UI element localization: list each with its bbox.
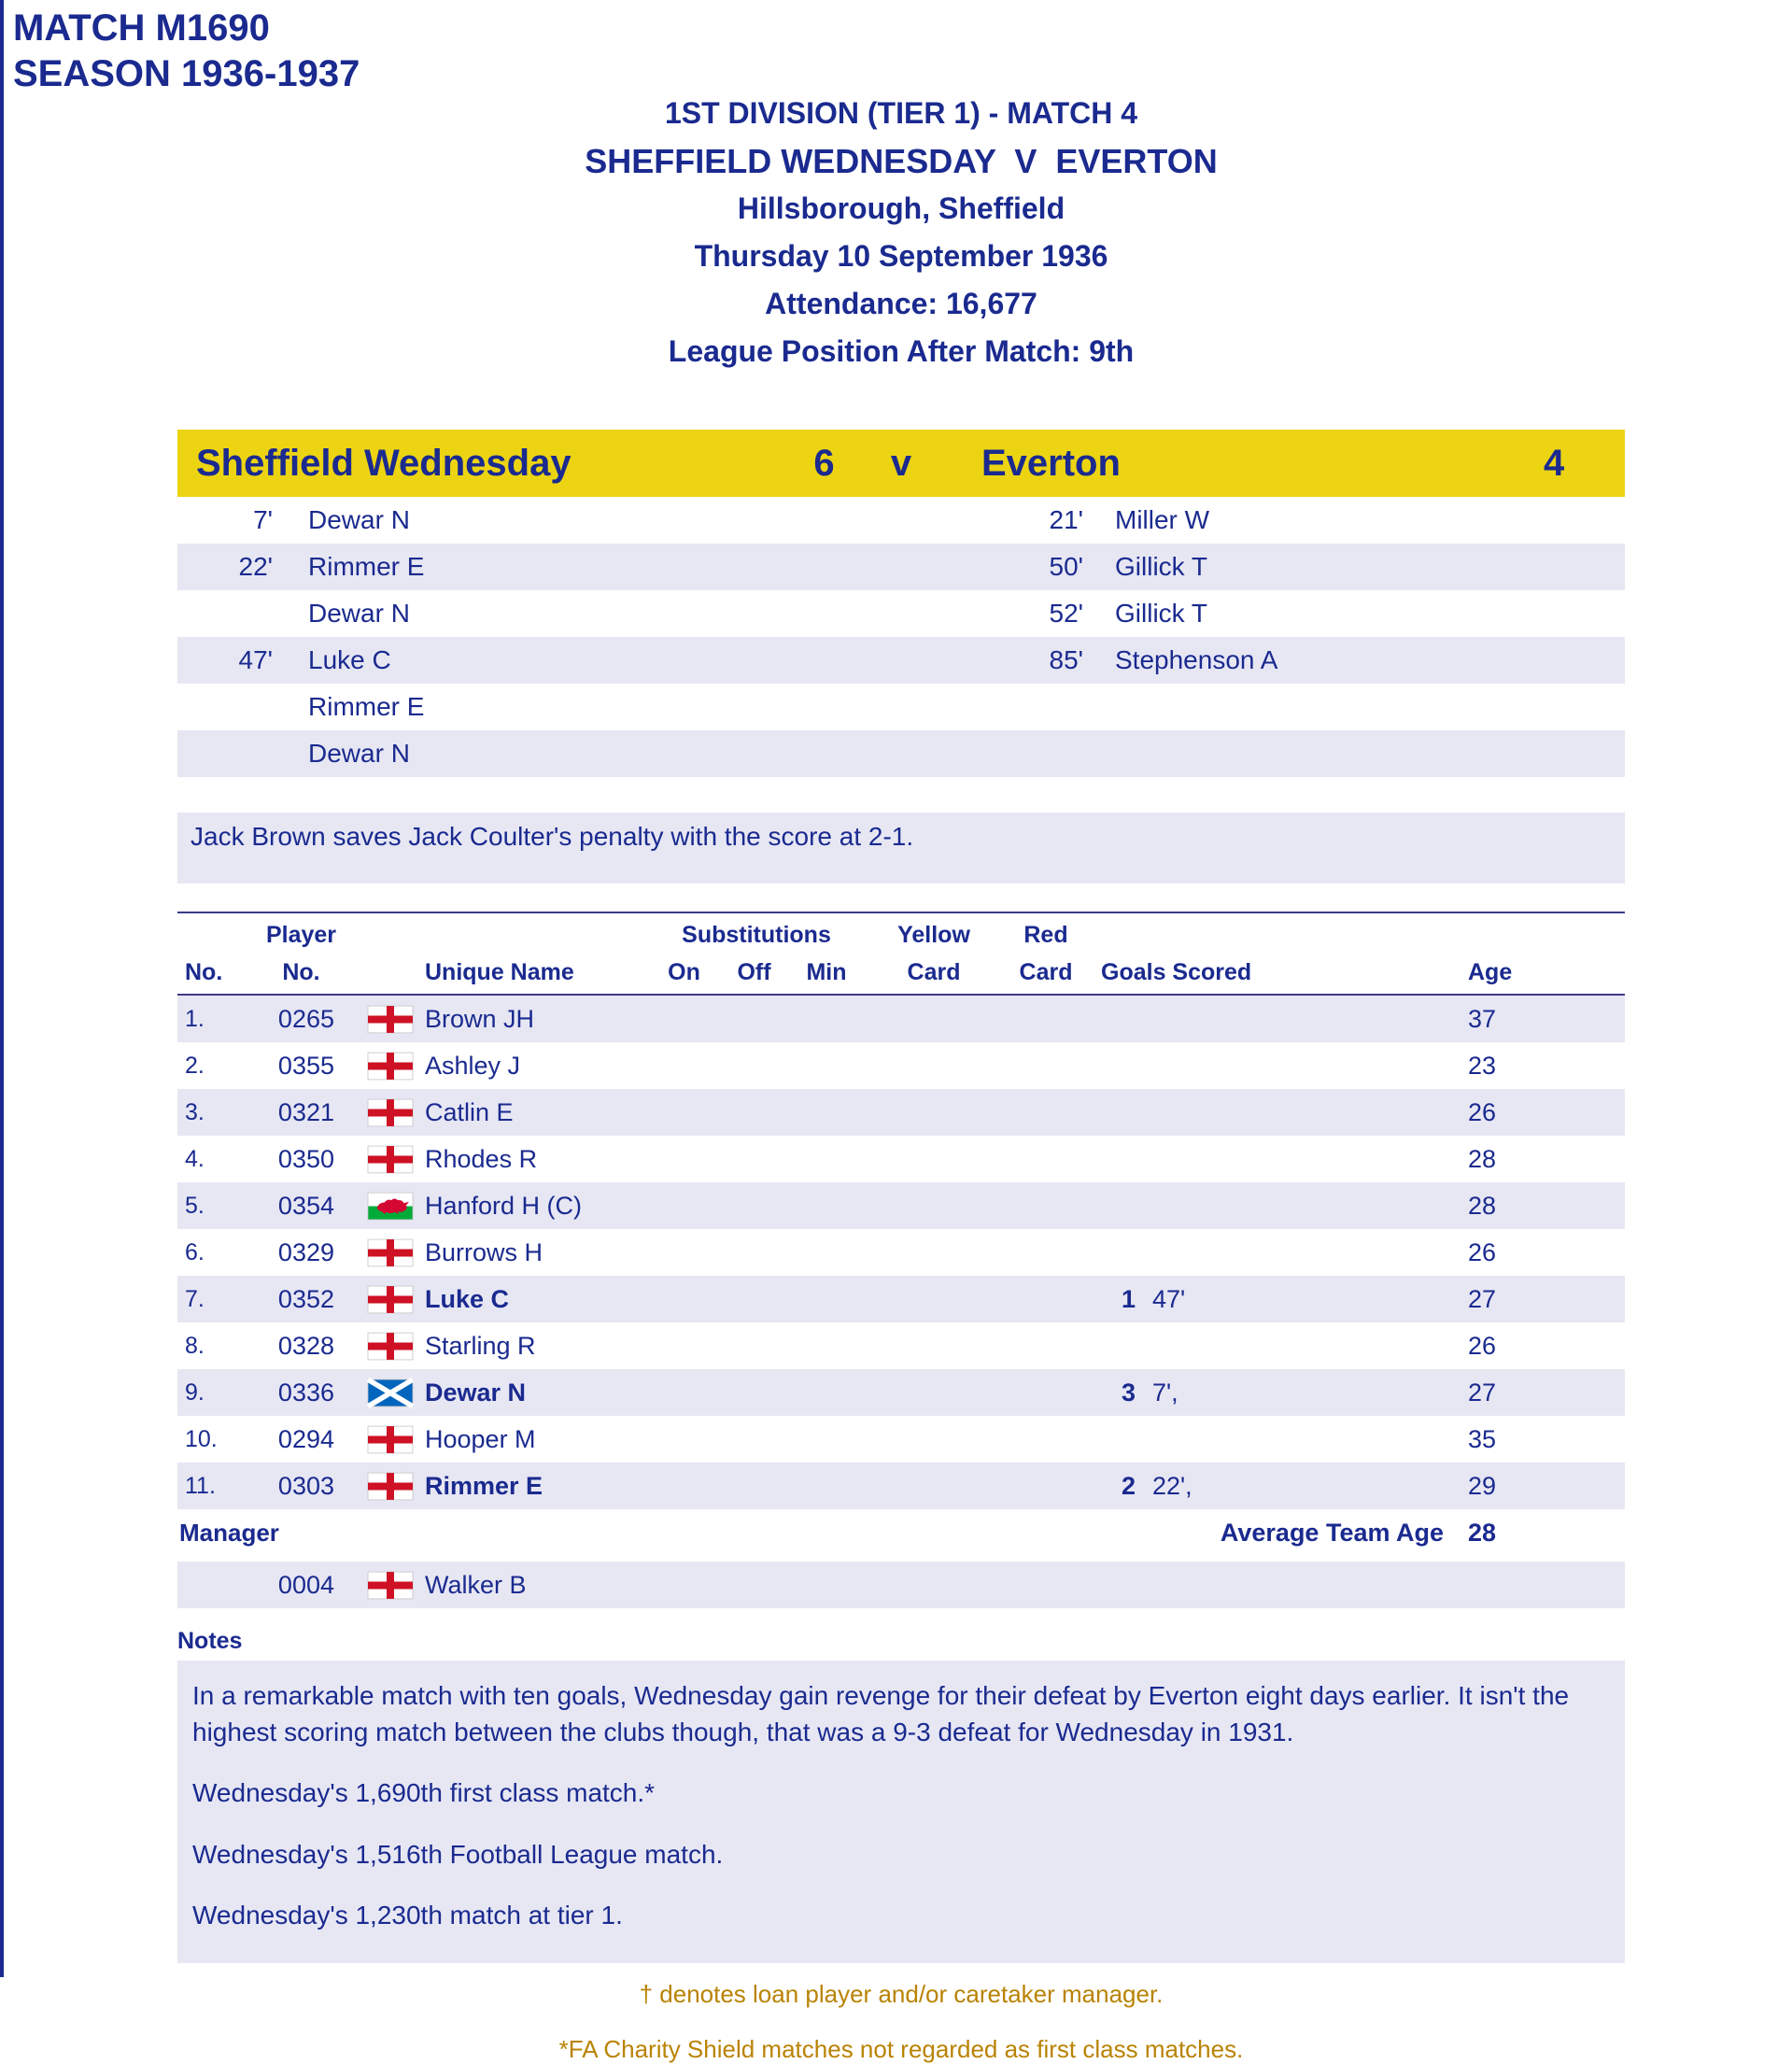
header-red: Red (1023, 922, 1068, 948)
player-position-number: 2. (185, 1052, 205, 1079)
player-name: Starling R (425, 1331, 536, 1360)
england-flag-icon (355, 1053, 425, 1080)
header-sub-off: Off (737, 959, 771, 985)
player-id-number: 0321 (277, 1097, 334, 1126)
header-yellow-card: Card (907, 959, 961, 985)
home-goal-scorer: Dewar N (308, 505, 410, 534)
away-goal-minute: 85' (1049, 645, 1083, 674)
home-team-name: Sheffield Wednesday (196, 442, 571, 484)
league-position-line: League Position After Match: 9th (668, 334, 1135, 368)
home-goal-minute: 7' (253, 505, 273, 534)
fixture-line: SHEFFIELD WEDNESDAY V EVERTON (585, 142, 1218, 180)
header-no: No. (185, 959, 223, 985)
player-position-number: 6. (185, 1238, 205, 1265)
player-age: 23 (1468, 1051, 1497, 1080)
goal-row (177, 637, 1625, 684)
notes-line-3: Wednesday's 1,230th match at tier 1. (192, 1900, 623, 1930)
england-flag-icon (355, 1286, 425, 1313)
player-id-number: 0265 (277, 1004, 334, 1033)
content-column (177, 0, 1625, 2064)
player-id-number: 0303 (277, 1471, 334, 1500)
player-id-number: 0352 (277, 1284, 334, 1313)
manager-name: Walker B (425, 1570, 527, 1599)
player-position-number: 3. (185, 1098, 205, 1125)
player-age: 37 (1468, 1004, 1497, 1033)
player-age: 27 (1468, 1378, 1497, 1407)
england-flag-icon (355, 1239, 425, 1266)
match-header (177, 0, 1625, 375)
footnotes (177, 1980, 1625, 2064)
player-position-number: 8. (185, 1332, 205, 1359)
away-goal-minute: 21' (1049, 505, 1083, 534)
england-flag-icon (355, 1473, 425, 1500)
goal-row (177, 590, 1625, 637)
player-age: 29 (1468, 1471, 1497, 1500)
player-id-number: 0355 (277, 1051, 334, 1080)
goals-count: 3 (1121, 1378, 1136, 1407)
player-age: 28 (1468, 1191, 1497, 1220)
header-player-no: No. (282, 959, 320, 985)
squad-table-header (177, 912, 1625, 996)
home-goal-minute: 47' (238, 645, 273, 674)
goal-minutes: 7', (1152, 1378, 1178, 1407)
player-position-number: 4. (185, 1145, 205, 1172)
england-flag-icon (355, 1426, 425, 1453)
player-position-number: 11. (185, 1472, 216, 1499)
notes-label: Notes (177, 1627, 243, 1654)
player-row (177, 1276, 1625, 1322)
venue-line: Hillsborough, Sheffield (737, 191, 1065, 225)
player-name: Luke C (425, 1284, 510, 1313)
scotland-flag-icon (355, 1379, 425, 1407)
away-goal-scorer: Miller W (1115, 505, 1210, 534)
notes-paragraph: In a remarkable match with ten goals, Wednesday gain revenge for their defeat by Everton eight days earlier. It isn't the highest scoring match between the clubs though, that was a 9-3 defeat for Wednesday in 1931. (192, 1681, 1570, 1747)
player-name: Hooper M (425, 1424, 536, 1453)
player-name: Ashley J (425, 1051, 521, 1080)
player-row (177, 1416, 1625, 1463)
notes-line-2: Wednesday's 1,516th Football League match. (192, 1839, 724, 1869)
player-name: Rimmer E (425, 1471, 543, 1500)
manager-id-number: 0004 (277, 1570, 334, 1599)
loan-footnote: † denotes loan player and/or caretaker manager. (639, 1979, 1164, 2008)
header-goals-scored: Goals Scored (1101, 959, 1252, 985)
player-id-number: 0336 (277, 1378, 334, 1407)
player-row (177, 1042, 1625, 1089)
away-goal-scorer: Stephenson A (1115, 645, 1278, 674)
average-team-age-value: 28 (1468, 1518, 1497, 1547)
player-row (177, 1463, 1625, 1509)
player-age: 26 (1468, 1097, 1497, 1126)
player-age: 26 (1468, 1331, 1497, 1360)
away-team-name: Everton (981, 442, 1121, 484)
player-row (177, 1322, 1625, 1369)
player-id-number: 0350 (277, 1144, 334, 1173)
player-row (177, 1229, 1625, 1276)
date-line: Thursday 10 September 1936 (694, 239, 1108, 273)
goal-row (177, 730, 1625, 777)
header-player: Player (265, 922, 337, 948)
competition-line: 1ST DIVISION (TIER 1) - MATCH 4 (664, 96, 1138, 130)
player-position-number: 7. (185, 1285, 205, 1312)
header-unique-name: Unique Name (425, 959, 574, 985)
wales-flag-icon (355, 1193, 425, 1220)
player-row (177, 996, 1625, 1042)
season-label: SEASON 1936-1937 (13, 52, 360, 94)
header-red-card: Card (1019, 959, 1073, 985)
header-sub-min: Min (806, 959, 847, 985)
goal-row (177, 684, 1625, 730)
goals-list (177, 497, 1625, 777)
england-flag-icon (355, 1006, 425, 1033)
player-row (177, 1136, 1625, 1182)
goal-minutes: 22', (1152, 1471, 1192, 1500)
player-name: Catlin E (425, 1097, 514, 1126)
home-goal-minute: 22' (238, 552, 273, 581)
player-id-number: 0329 (277, 1237, 334, 1266)
england-flag-icon (355, 1572, 425, 1599)
home-score: 6 (813, 442, 835, 484)
average-team-age-label: Average Team Age (1220, 1518, 1444, 1547)
england-flag-icon (355, 1146, 425, 1173)
player-id-number: 0354 (277, 1191, 334, 1220)
player-name: Rhodes R (425, 1144, 538, 1173)
player-row (177, 1369, 1625, 1416)
goals-count: 2 (1121, 1471, 1136, 1500)
player-id-number: 0294 (277, 1424, 334, 1453)
header-substitutions: Substitutions (682, 922, 831, 948)
attendance-line: Attendance: 16,677 (765, 287, 1037, 320)
home-goal-scorer: Dewar N (308, 599, 410, 628)
home-goal-scorer: Rimmer E (308, 552, 425, 581)
player-name: Dewar N (425, 1378, 527, 1407)
goals-count: 1 (1121, 1284, 1136, 1313)
england-flag-icon (355, 1333, 425, 1360)
away-goal-minute: 50' (1049, 552, 1083, 581)
home-goal-scorer: Rimmer E (308, 692, 425, 721)
away-goal-minute: 52' (1049, 599, 1083, 628)
home-goal-scorer: Dewar N (308, 739, 410, 768)
player-row (177, 1089, 1625, 1136)
player-position-number: 1. (185, 1005, 205, 1032)
header-yellow: Yellow (897, 922, 970, 948)
header-age: Age (1468, 959, 1513, 985)
goal-row (177, 544, 1625, 590)
player-age: 27 (1468, 1284, 1497, 1313)
away-goal-scorer: Gillick T (1115, 552, 1208, 581)
match-id-block (13, 6, 360, 97)
charity-shield-footnote: *FA Charity Shield matches not regarded as first class matches. (558, 2034, 1244, 2063)
goal-minutes: 47' (1152, 1284, 1186, 1313)
goal-row (177, 497, 1625, 544)
squad-rows (177, 996, 1625, 1509)
player-name: Burrows H (425, 1237, 543, 1266)
england-flag-icon (355, 1099, 425, 1126)
match-id: MATCH M1690 (13, 7, 270, 49)
home-goal-scorer: Luke C (308, 645, 391, 674)
player-age: 35 (1468, 1424, 1497, 1453)
manager-row (177, 1562, 1625, 1608)
manager-summary-row (177, 1509, 1625, 1556)
versus-label: v (890, 442, 912, 484)
player-position-number: 10. (185, 1425, 218, 1452)
player-name: Brown JH (425, 1004, 535, 1033)
player-age: 26 (1468, 1237, 1497, 1266)
player-position-number: 5. (185, 1192, 205, 1219)
away-goal-scorer: Gillick T (1115, 599, 1208, 628)
player-name: Hanford H (C) (425, 1191, 583, 1220)
player-row (177, 1182, 1625, 1229)
penalty-note: Jack Brown saves Jack Coulter's penalty with the score at 2-1. (177, 813, 1625, 884)
notes-block (177, 1661, 1625, 1963)
scoreline-banner (177, 430, 1625, 497)
player-position-number: 9. (185, 1378, 205, 1406)
player-age: 28 (1468, 1144, 1497, 1173)
header-sub-on: On (668, 959, 700, 985)
notes-line-1: Wednesday's 1,690th first class match.* (192, 1778, 656, 1808)
player-id-number: 0328 (277, 1331, 334, 1360)
away-score: 4 (1544, 442, 1565, 484)
manager-label: Manager (179, 1518, 279, 1547)
